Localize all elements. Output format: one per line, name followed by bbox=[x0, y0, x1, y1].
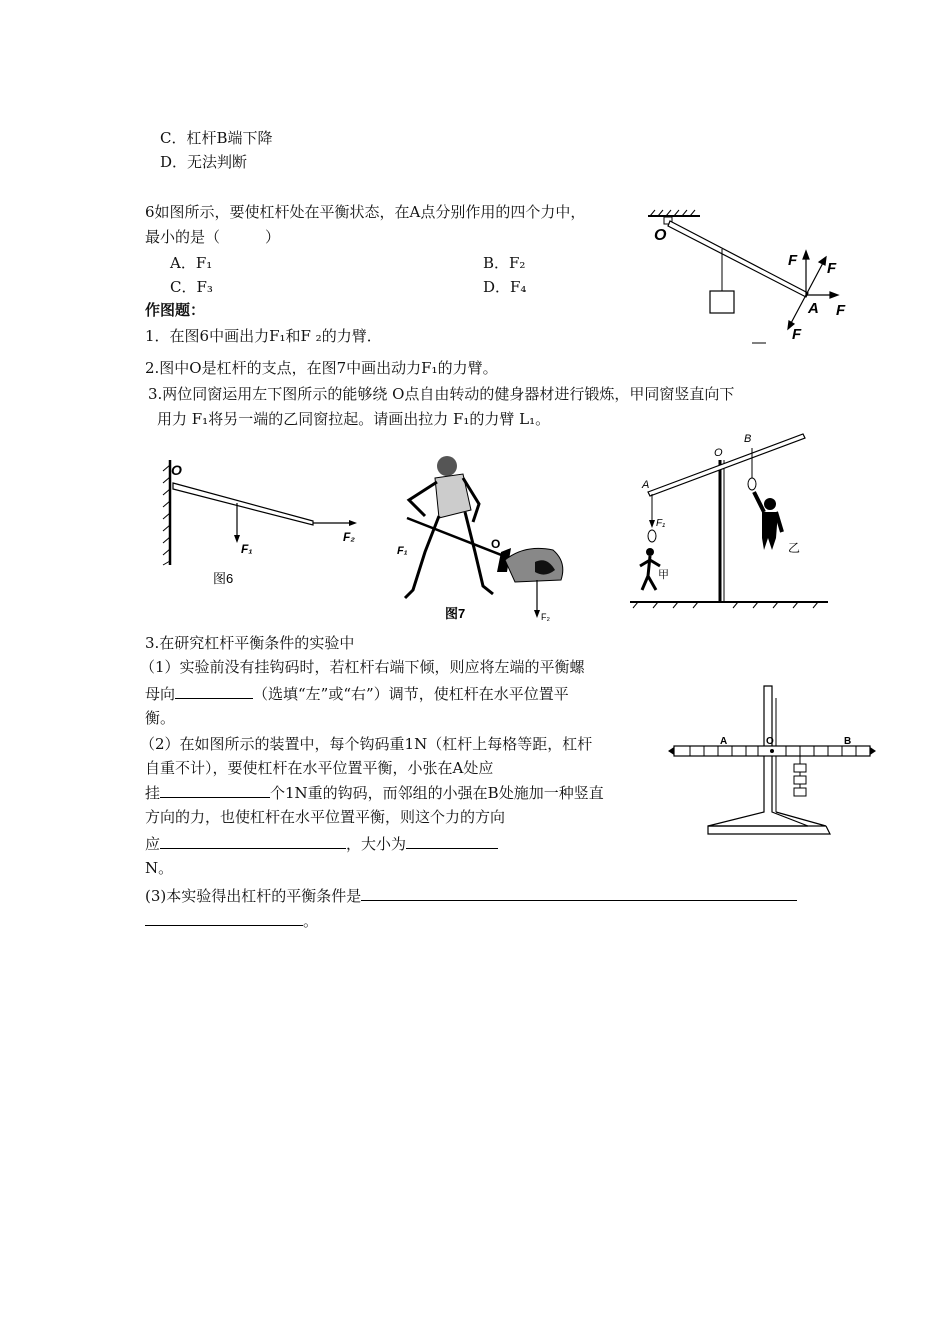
q5-option-c: C．杠杆B端下降 bbox=[160, 129, 273, 147]
gym-point-a: A bbox=[642, 479, 650, 491]
experiment-p2-text-a: 挂 bbox=[145, 784, 161, 802]
fig6-f1: F₁ bbox=[241, 542, 253, 556]
experiment-p2-line5 bbox=[145, 833, 498, 854]
gym-yi: 乙 bbox=[788, 541, 801, 555]
q6-fig-point-a: A bbox=[808, 300, 819, 317]
exp-fig-o: O bbox=[766, 736, 774, 747]
fig7-f2: F₂ bbox=[541, 612, 550, 622]
fig6-lever bbox=[155, 455, 375, 590]
fig7-crowbar bbox=[385, 452, 575, 627]
gym-point-b: B bbox=[744, 433, 752, 445]
q6-fig-pivot-o: O bbox=[654, 227, 667, 244]
experiment-p1-line2 bbox=[145, 683, 569, 704]
answer-blank-count[interactable] bbox=[160, 782, 270, 798]
experiment-p2-line1: （2）在如图所示的装置中，每个钩码重1N（杠杆上每格等距，杠杆 bbox=[140, 735, 593, 753]
q6-option-b: B．F₂ bbox=[483, 254, 526, 272]
fig7-pivot: O bbox=[491, 537, 501, 551]
q5-option-d: D．无法判断 bbox=[160, 153, 248, 171]
gym-pivot-o: O bbox=[714, 447, 723, 459]
answer-blank-force-direction[interactable] bbox=[160, 833, 346, 849]
gym-jia: 甲 bbox=[658, 569, 669, 581]
experiment-p1-line1: （1）实验前没有挂钩码时，若杠杆右端下倾，则应将左端的平衡螺 bbox=[140, 658, 585, 676]
experiment-p2-text-c: 应 bbox=[145, 835, 161, 853]
drawing-item-2: 2.图中O是杠杆的支点，在图7中画出动力F₁的力臂。 bbox=[145, 359, 498, 377]
q6-stem-line1: 6如图所示，要使杠杆处在平衡状态，在A点分别作用的四个力中， bbox=[145, 203, 586, 221]
drawing-item-3-line1: 3.两位同窗运用左下图所示的能够绕 O点自由转动的健身器材进行锻炼，甲同窗竖直向下 bbox=[148, 385, 735, 403]
fig7-caption: 图7 bbox=[445, 606, 466, 621]
experiment-p2-text-b: 个1N重的钩码，而邻组的小强在B处施加一种竖直 bbox=[270, 784, 604, 802]
q6-option-c: C．F₃ bbox=[170, 278, 213, 296]
drawing-heading: 作图题： bbox=[145, 301, 206, 319]
q6-fig-force-label: F bbox=[792, 326, 802, 343]
answer-blank-condition[interactable] bbox=[361, 885, 797, 901]
experiment-p3-end: 。 bbox=[303, 912, 319, 930]
q6-fig-force-label: F bbox=[827, 260, 837, 277]
answer-blank-direction[interactable] bbox=[175, 683, 253, 699]
q6-fig-force-label: F bbox=[836, 302, 846, 319]
drawing-item-3-line2: 用力 F₁将另一端的乙同窗拉起。请画出拉力 F₁的力臂 L₁。 bbox=[157, 410, 551, 428]
experiment-p2-line6: N。 bbox=[145, 859, 174, 877]
fig6-caption: 图6 bbox=[213, 571, 234, 586]
experiment-p2-line4: 方向的力，也使杠杆在水平位置平衡，则这个力的方向 bbox=[145, 808, 506, 826]
exp-fig-b: B bbox=[844, 736, 852, 747]
q6-stem-line2: 最小的是（ ） bbox=[145, 228, 281, 246]
experiment-p2-line2: 自重不计），要使杠杆在水平位置平衡，小张在A处应 bbox=[145, 759, 494, 777]
fig6-f2: F₂ bbox=[343, 530, 355, 544]
experiment-p1-line3: 衡。 bbox=[145, 709, 176, 727]
experiment-p1-text-b: （选填“左”或“右”）调节，使杠杆在水平位置平 bbox=[253, 685, 569, 703]
fig7-f1: F₁ bbox=[397, 545, 408, 557]
q6-option-d: D．F₄ bbox=[483, 278, 527, 296]
answer-blank-force-size[interactable] bbox=[406, 833, 498, 849]
experiment-p1-text-a: 母向 bbox=[145, 685, 176, 703]
q6-option-a: A．F₁ bbox=[170, 254, 213, 272]
fig6-pivot: O bbox=[171, 462, 182, 478]
drawing-item-1: 1．在图6中画出力F₁和F ₂的力臂． bbox=[145, 327, 382, 345]
gym-lever-figure bbox=[628, 420, 833, 610]
experiment-p2-line3 bbox=[145, 782, 604, 803]
gym-f1: F₁ bbox=[656, 518, 666, 529]
experiment-lever-figure bbox=[668, 680, 878, 840]
q6-fig-force-label: F bbox=[788, 252, 798, 269]
experiment-p3-text: (3)本实验得出杠杆的平衡条件是 bbox=[145, 887, 362, 905]
experiment-title: 3.在研究杠杆平衡条件的实验中 bbox=[145, 634, 355, 652]
q6-lever-figure bbox=[640, 205, 860, 350]
experiment-p3-line2 bbox=[145, 910, 318, 931]
experiment-p3-line1 bbox=[145, 885, 797, 906]
exp-fig-a: A bbox=[720, 736, 728, 747]
experiment-p2-text-d: ，大小为 bbox=[346, 835, 407, 853]
answer-blank-condition-cont[interactable] bbox=[145, 910, 303, 926]
